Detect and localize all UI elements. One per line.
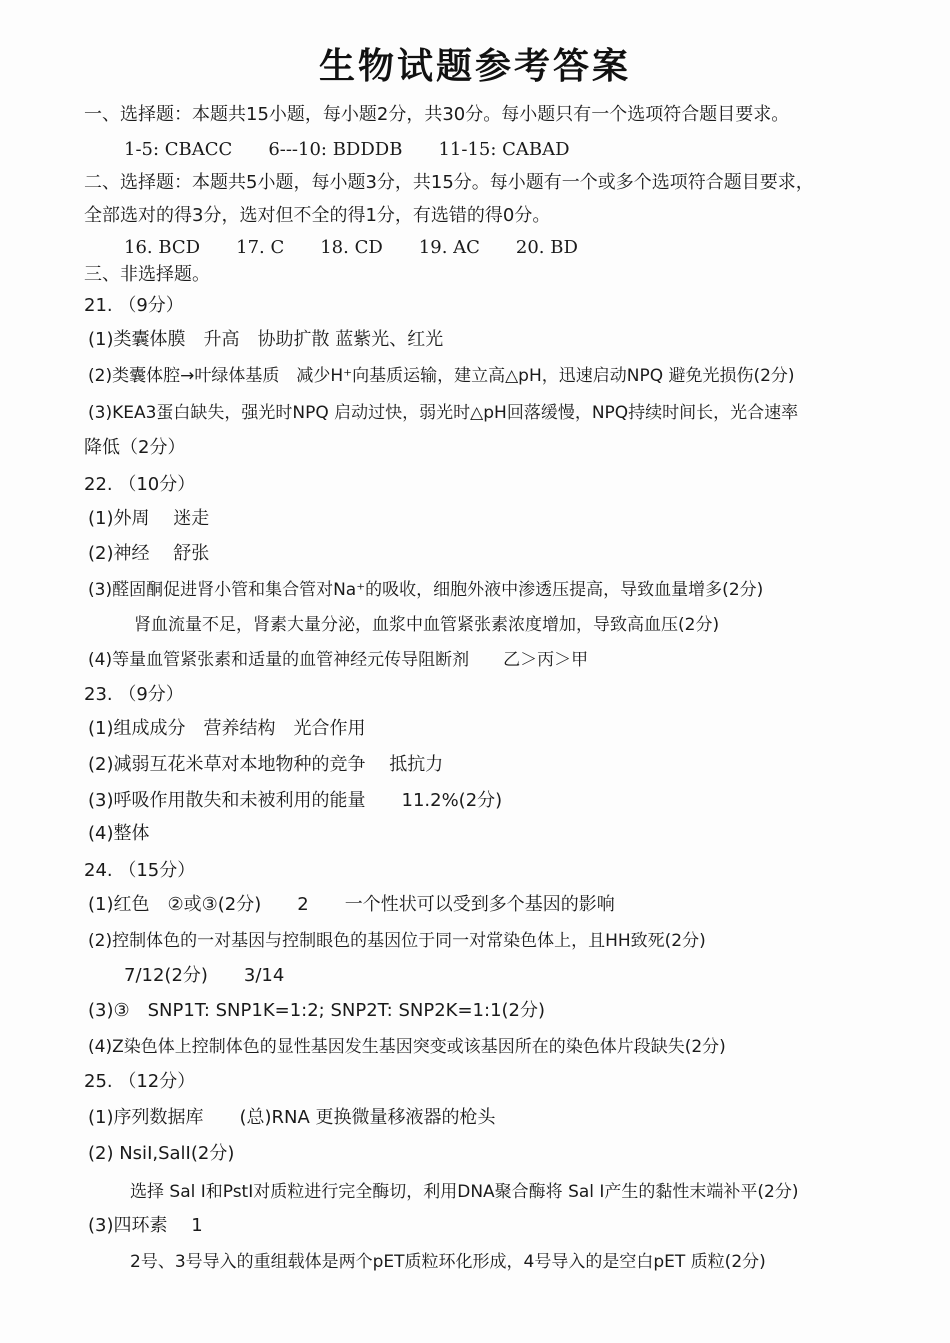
q22-part-2: (2)神经 舒张 [88, 543, 210, 564]
q23-part-1: (1)组成成分 营养结构 光合作用 [88, 718, 366, 739]
question-22-heading: 22. （10分） [84, 474, 196, 495]
q22-part-3: (3)醛固酮促进肾小管和集合管对Na⁺的吸收，细胞外液中渗透压提高，导致血量增多(2分) [88, 580, 764, 600]
section-2-heading: 二、选择题：本题共5小题，每小题3分，共15分。每小题有一个或多个选项符合题目要求， [84, 172, 814, 193]
question-24-heading: 24. （15分） [84, 860, 196, 881]
section-2-answers: 16. BCD 17. C 18. CD 19. AC 20. BD [124, 237, 578, 258]
section-3-heading: 三、非选择题。 [84, 264, 210, 285]
section-2-scoring: 全部选对的得3分，选对但不全的得1分，有选错的得0分。 [84, 205, 551, 226]
q23-part-3: (3)呼吸作用散失和未被利用的能量 11.2%(2分) [88, 790, 503, 811]
q22-part-1: (1)外周 迷走 [88, 508, 210, 529]
q22-part-3-cont: 肾血流量不足，肾素大量分泌，血浆中血管紧张素浓度增加，导致高血压(2分) [134, 615, 720, 635]
q24-part-3: (3)③ SNP1T: SNP1K=1:2; SNP2T: SNP2K=1:1(2分) [88, 1000, 546, 1021]
q25-part-3-cont: 2号、3号导入的重组载体是两个pET质粒环化形成，4号导入的是空白pET 质粒(2分) [130, 1252, 766, 1272]
section-1-heading: 一、选择题：本题共15小题，每小题2分，共30分。每小题只有一个选项符合题目要求。 [84, 104, 790, 125]
q21-part-1: (1)类囊体膜 升高 协助扩散 蓝紫光、红光 [88, 329, 444, 350]
q23-part-2: (2)减弱互花米草对本地物种的竞争 抵抗力 [88, 754, 444, 775]
q25-part-3: (3)四环素 1 [88, 1215, 203, 1236]
q21-part-3-cont: 降低（2分） [84, 437, 186, 458]
page-title: 生物试题参考答案 [318, 45, 631, 87]
q25-part-2-cont: 选择 Sal I和PstI对质粒进行完全酶切，利用DNA聚合酶将 Sal I产生的黏性末端补平(2分) [130, 1182, 799, 1202]
question-25-heading: 25. （12分） [84, 1071, 196, 1092]
q24-part-2: (2)控制体色的一对基因与控制眼色的基因位于同一对常染色体上，且HH致死(2分) [88, 931, 706, 951]
q21-part-3: (3)KEA3蛋白缺失，强光时NPQ 启动过快，弱光时△pH回落缓慢，NPQ持续时间长，光合速率 [88, 403, 799, 423]
q23-part-4: (4)整体 [88, 823, 150, 844]
q24-part-2-cont: 7/12(2分) 3/14 [124, 965, 285, 986]
section-1-answers: 1-5: CBACC 6---10: BDDDB 11-15: CABAD [124, 139, 570, 160]
question-21-heading: 21. （9分） [84, 295, 184, 316]
q22-part-4: (4)等量血管紧张素和适量的血管神经元传导阻断剂 乙＞丙＞甲 [88, 650, 589, 670]
q24-part-1: (1)红色 ②或③(2分) 2 一个性状可以受到多个基因的影响 [88, 894, 615, 915]
question-23-heading: 23. （9分） [84, 684, 184, 705]
q25-part-2: (2) NsiI,SalI(2分) [88, 1143, 235, 1164]
q21-part-2: (2)类囊体腔→叶绿体基质 减少H⁺向基质运输，建立高△pH，迅速启动NPQ 避免光损伤(2分) [88, 366, 795, 386]
q24-part-4: (4)Z染色体上控制体色的显性基因发生基因突变或该基因所在的染色体片段缺失(2分) [88, 1037, 726, 1057]
q25-part-1: (1)序列数据库 (总)RNA 更换微量移液器的枪头 [88, 1107, 496, 1128]
